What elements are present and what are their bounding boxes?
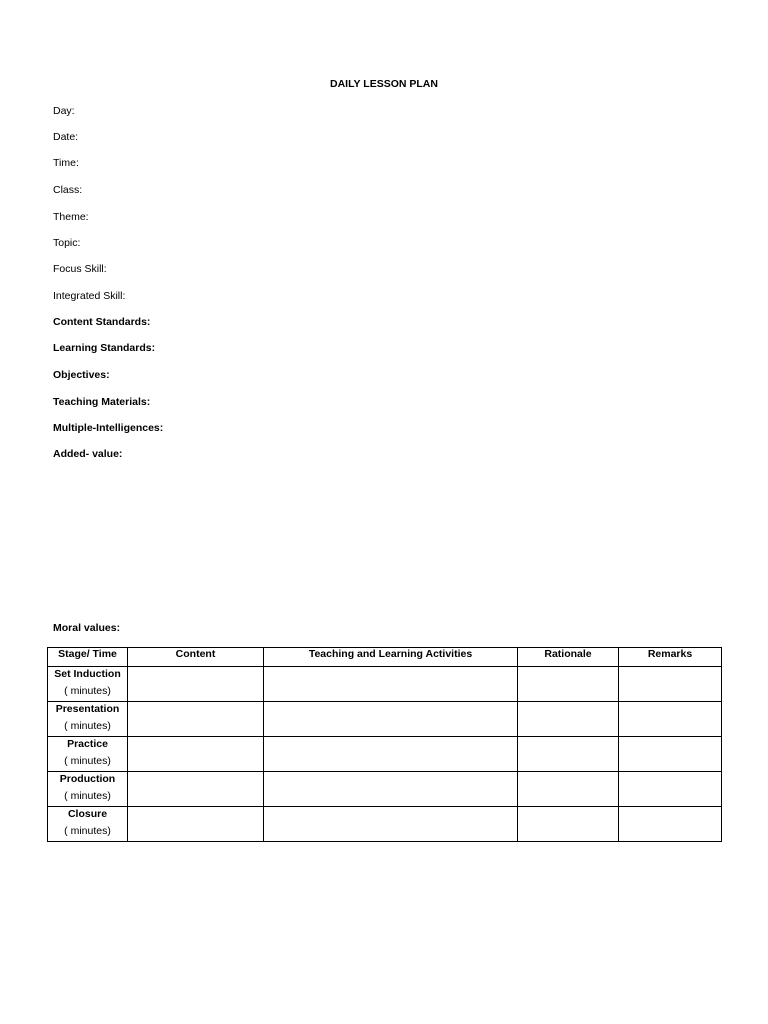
- rationale-cell: [518, 772, 619, 807]
- rationale-cell: [518, 737, 619, 772]
- field-multiple-intelligences: Multiple-Intelligences:: [53, 422, 164, 434]
- stage-minutes: ( minutes): [64, 720, 111, 732]
- stage-cell: [48, 807, 128, 842]
- remarks-cell: [619, 702, 722, 737]
- field-class: Class:: [53, 184, 83, 196]
- stage-minutes: ( minutes): [64, 825, 111, 837]
- header-content: Content: [128, 648, 264, 667]
- activities-cell: [264, 702, 518, 737]
- content-cell: [128, 667, 264, 702]
- activities-cell: [264, 772, 518, 807]
- remarks-cell: [619, 772, 722, 807]
- table-row: [48, 737, 722, 772]
- remarks-cell: [619, 737, 722, 772]
- table-row: [48, 702, 722, 737]
- header-rationale: Rationale: [518, 648, 619, 667]
- field-added-value: Added- value:: [53, 448, 123, 460]
- content-cell: [128, 772, 264, 807]
- stage-name: Production: [59, 773, 116, 785]
- field-learning-standards: Learning Standards:: [53, 342, 156, 354]
- stage-name: Set Induction: [54, 668, 121, 680]
- stage-minutes: ( minutes): [64, 790, 111, 802]
- page-title: DAILY LESSON PLAN: [330, 78, 438, 90]
- stage-name: Closure: [67, 808, 108, 820]
- rationale-cell: [518, 702, 619, 737]
- stage-cell: [48, 772, 128, 807]
- activities-cell: [264, 807, 518, 842]
- remarks-cell: [619, 667, 722, 702]
- header-activities: Teaching and Learning Activities: [264, 648, 518, 667]
- stage-name: Practice: [67, 738, 108, 750]
- table-row: [48, 772, 722, 807]
- stage-cell: [48, 737, 128, 772]
- rationale-cell: [518, 807, 619, 842]
- field-moral-values: Moral values:: [53, 622, 121, 634]
- field-day: Day:: [53, 105, 75, 117]
- content-cell: [128, 737, 264, 772]
- field-topic: Topic:: [53, 237, 81, 249]
- content-cell: [128, 702, 264, 737]
- table-row: [48, 807, 722, 842]
- stage-cell: [48, 667, 128, 702]
- table-header-row: [48, 648, 722, 667]
- stage-minutes: ( minutes): [64, 685, 111, 697]
- stage-minutes: ( minutes): [64, 755, 111, 767]
- lesson-plan-table: [47, 647, 722, 842]
- header-stage-time: Stage/ Time: [48, 648, 128, 667]
- field-integrated-skill: Integrated Skill:: [53, 290, 126, 302]
- content-cell: [128, 807, 264, 842]
- remarks-cell: [619, 807, 722, 842]
- field-theme: Theme:: [53, 211, 89, 223]
- field-time: Time:: [53, 157, 79, 169]
- stage-name: Presentation: [55, 703, 120, 715]
- stage-cell: [48, 702, 128, 737]
- activities-cell: [264, 737, 518, 772]
- field-objectives: Objectives:: [53, 369, 110, 381]
- header-remarks: Remarks: [619, 648, 722, 667]
- rationale-cell: [518, 667, 619, 702]
- field-content-standards: Content Standards:: [53, 316, 151, 328]
- field-focus-skill: Focus Skill:: [53, 263, 107, 275]
- field-teaching-materials: Teaching Materials:: [53, 396, 151, 408]
- table-row: [48, 667, 722, 702]
- activities-cell: [264, 667, 518, 702]
- field-date: Date:: [53, 131, 79, 143]
